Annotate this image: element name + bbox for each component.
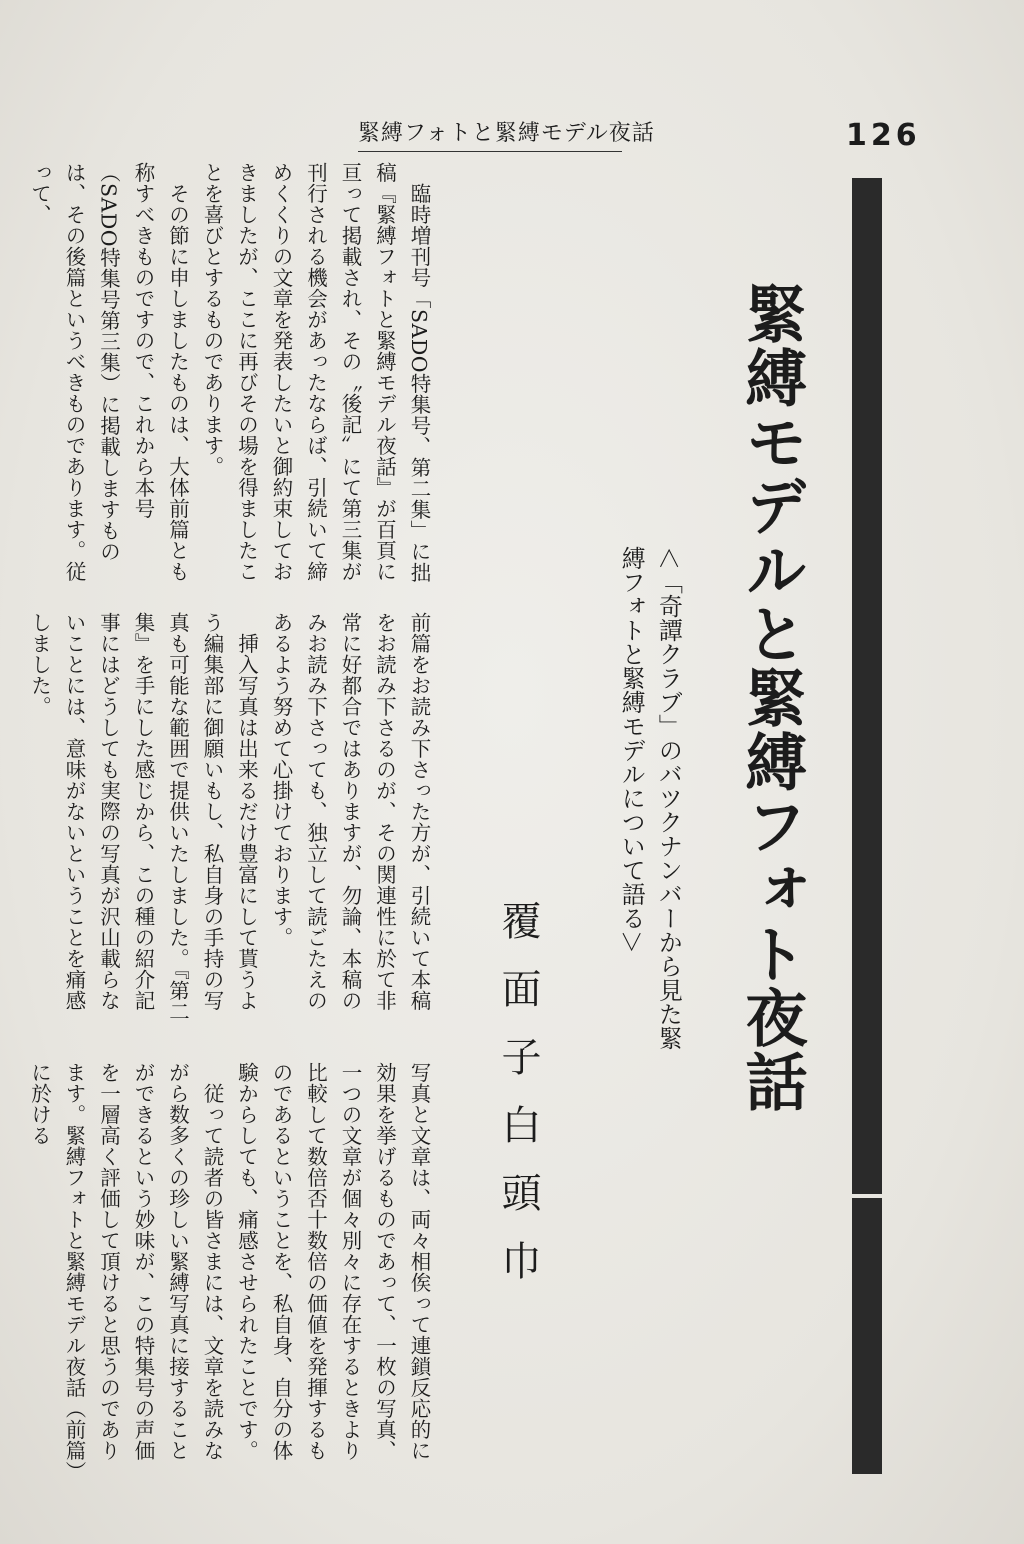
body-paragraph: 写真と文章は、両々相俟って連鎖反応的に効果を挙げるものであって、一枚の写真、一つの文章が個々別々に存在するときより比較して数倍否十数倍の価値を発揮するものであるということを、私自身、自分の体験からしても、痛感させられたことです。 (234, 1062, 431, 1461)
title-bar-decoration (852, 178, 882, 1194)
article-title: 緊縛モデルと緊縛フォト夜話 (735, 282, 808, 1114)
article-subtitle: ＜「奇譚クラブ」のバツクナンバーから見た緊縛フォトと緊縛モデルについて語る＞ (617, 546, 683, 1050)
body-text-block-top (27, 162, 436, 594)
title-bar-decoration-lower (852, 1198, 882, 1474)
body-text-block-bottom (27, 1062, 436, 1474)
body-text-block-middle (27, 612, 436, 1022)
page-number: 126 (846, 118, 921, 153)
body-paragraph: その節に申しましたものは、大体前篇とも称すべきものですので、これから本号（SADO特集号第三集）に掲載しますものは、その後篇というべきものであります。従って、 (27, 162, 190, 582)
body-paragraph: 従って読者の皆さまには、文章を読みながら数多くの珍しい緊縛写真に接することができるという妙味が、この特集号の声価を一層高く評価して頂けると思うのであります。緊縛フォトと緊縛モデル夜話（前篇）に於ける (27, 1062, 224, 1472)
author-name: 覆面子白頭巾 (495, 900, 541, 1308)
body-paragraph: 前篇をお読み下さった方が、引続いて本稿をお読み下さるのが、その関連性に於て非常に好都合ではありますが、勿論、本稿のみお読み下さっても、独立して読ごたえのあるよう努めて心掛けております。 (269, 612, 431, 1011)
running-head: 緊縛フォトと緊縛モデル夜話 (358, 116, 622, 152)
body-paragraph: 挿入写真は出来るだけ豊富にして貰うよう編集部に御願いもし、私自身の手持の写真も可能な範囲で提供いたしました。『第二集』を手にした感じから、この種の紹介記事にはどうしても実際の写真が沢山載らないことには、意味がないということを痛感しました。 (27, 612, 259, 1022)
body-paragraph: 臨時増刊号「SADO特集号、第二集」に拙稿『緊縛フォトと緊縛モデル夜話』が百頁に亘って掲載され、その〝後記〟にて第三集が刊行される機会があったならば、引続いて締めくくりの文章を発表したいと御約束しておきましたが、ここに再びその場を得ましたことを喜びとするものであります。 (200, 162, 431, 583)
